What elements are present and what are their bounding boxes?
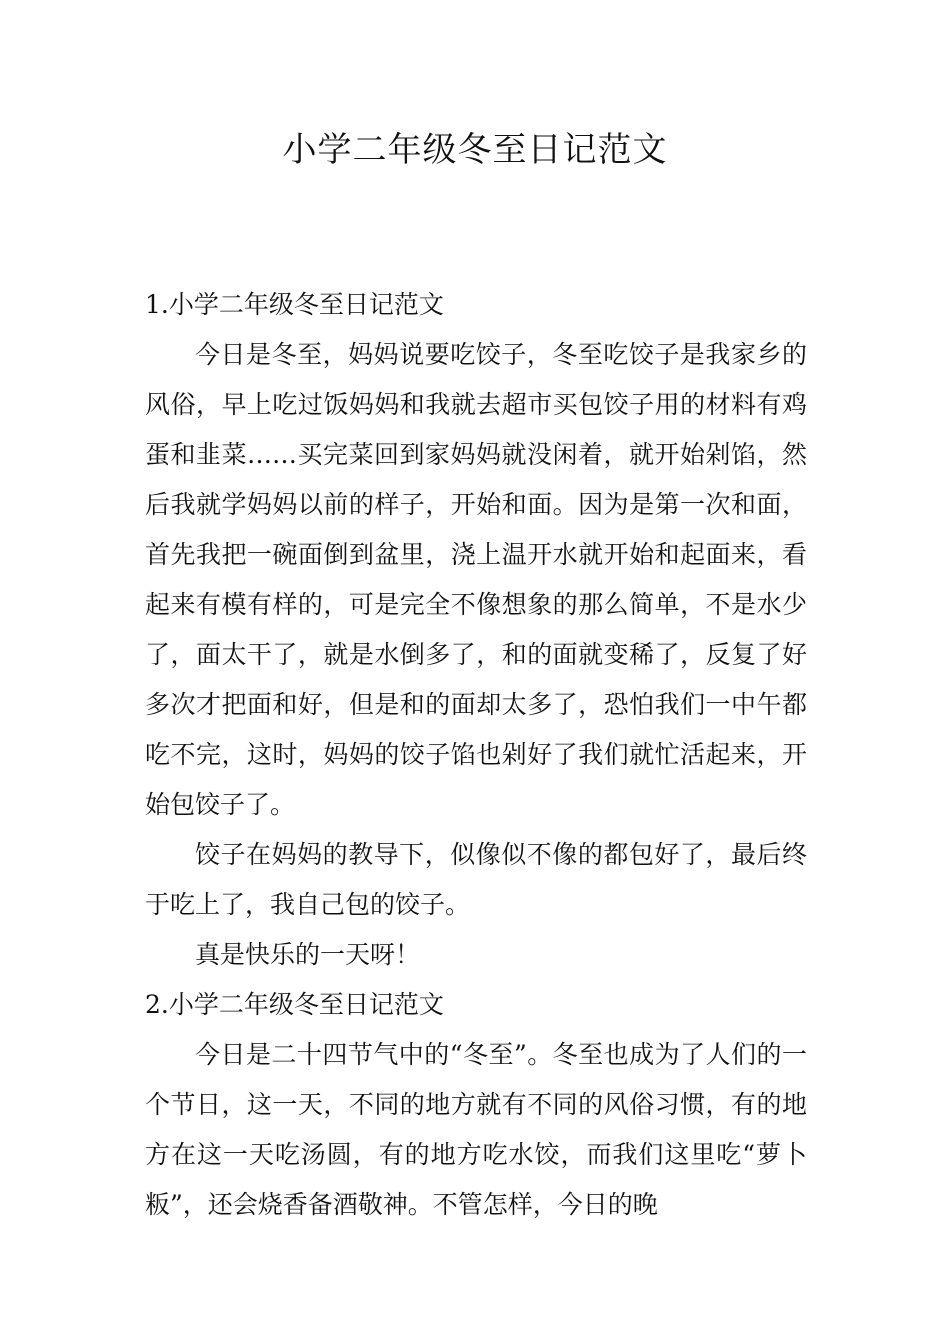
paragraph: 饺子在妈妈的教导下，似像似不像的都包好了，最后终于吃上了，我自己包的饺子。 [145,840,807,919]
paragraph: 今日是二十四节气中的“冬至”。冬至也成为了人们的一个节日，这一天，不同的地方就有不同的风俗习惯，有的地方在这一天吃汤圆，有的地方吃水饺，而我们这里吃“萝卜粄”，还会烧香备酒敬神。不管怎样，今日的晚 [145,1040,807,1219]
section-heading: 2.小学二年级冬至日记范文 [145,990,444,1019]
section-1 [145,280,807,980]
paragraph: 真是快乐的一天呀！ [195,940,421,969]
document-body [145,280,807,1230]
section-heading: 1.小学二年级冬至日记范文 [145,290,444,319]
paragraph: 今日是冬至，妈妈说要吃饺子，冬至吃饺子是我家乡的风俗，早上吃过饭妈妈和我就去超市买包饺子用的材料有鸡蛋和韭菜……买完菜回到家妈妈就没闲着，就开始剁馅，然后我就学妈妈以前的样子，开始和面。因为是第一次和面，首先我把一碗面倒到盆里，浇上温开水就开始和起面来，看起来有模有样的，可是完全不像想象的那么简单，不是水少了，面太干了，就是水倒多了，和的面就变稀了，反复了好多次才把面和好，但是和的面却太多了，恐怕我们一中午都吃不完，这时，妈妈的饺子馅也剁好了我们就忙活起来，开始包饺子了。 [145,340,807,819]
section-2 [145,980,807,1230]
document-title: 小学二年级冬至日记范文 [282,130,668,170]
